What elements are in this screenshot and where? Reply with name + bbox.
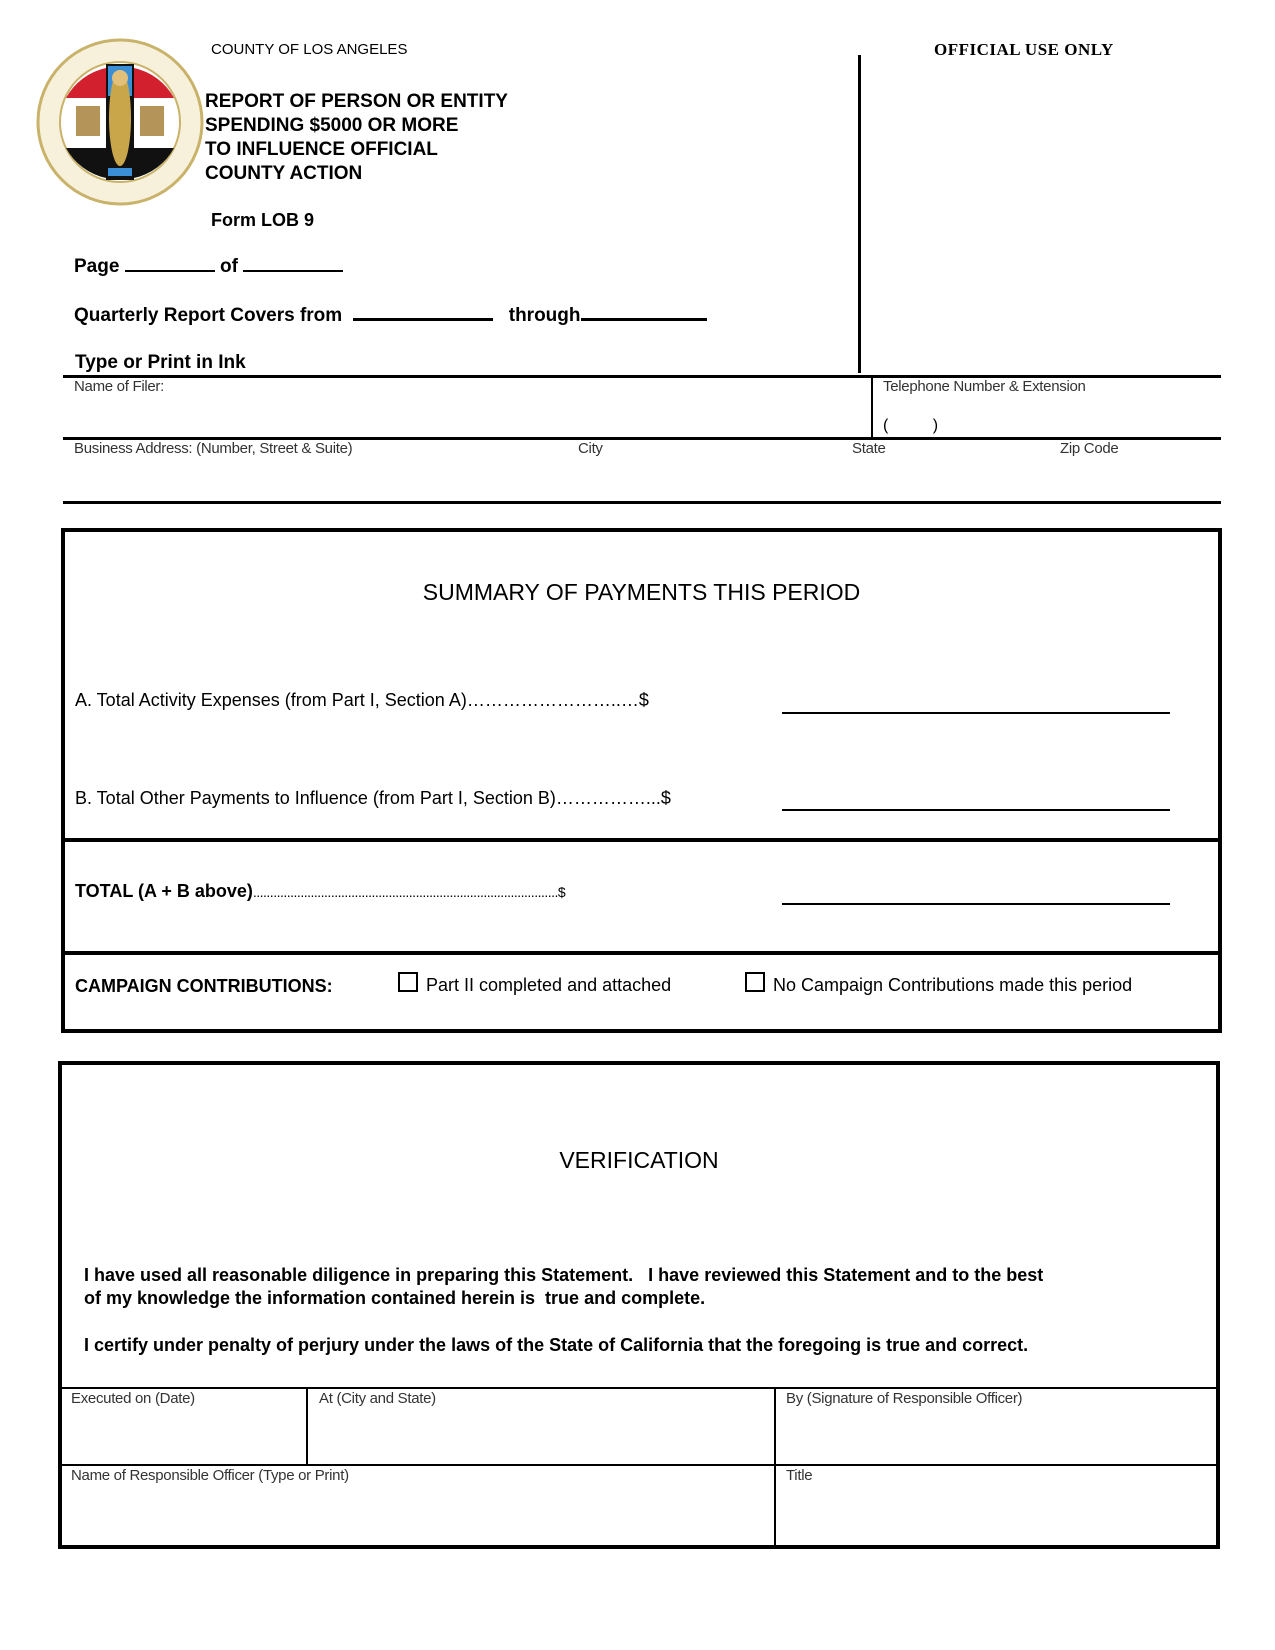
title-line: COUNTY ACTION — [205, 163, 363, 184]
business-address-field[interactable] — [63, 462, 1221, 500]
part-ii-attached-label: Part II completed and attached — [426, 975, 672, 995]
total-row — [75, 881, 565, 902]
part-ii-attached-checkbox[interactable] — [398, 972, 418, 992]
statement-line: of my knowledge the information contained herein is true and complete. — [84, 1288, 706, 1308]
divider — [62, 1387, 1216, 1389]
title-line: TO INFLUENCE OFFICIAL — [205, 139, 438, 160]
verification-statement — [84, 1264, 1043, 1357]
no-contributions-checkbox[interactable] — [745, 972, 765, 992]
total-label: TOTAL (A + B above) — [75, 881, 253, 901]
officer-title-label: Title — [786, 1467, 813, 1484]
summary-title: SUMMARY OF PAYMENTS THIS PERIOD — [422, 579, 861, 605]
total-other-payments-label: B. Total Other Payments to Influence (from Part I, Section B)……………...$ — [75, 788, 671, 808]
through-label: through — [508, 305, 581, 326]
type-or-print-note: Type or Print in Ink — [75, 352, 246, 373]
total-dots: ..........................................................................................$ — [252, 884, 566, 900]
zip-code-label: Zip Code — [1060, 440, 1119, 457]
divider — [871, 378, 873, 438]
title-line: SPENDING $5000 OR MORE — [205, 115, 459, 136]
city-state-field[interactable] — [310, 1410, 772, 1462]
verification-title: VERIFICATION — [559, 1147, 719, 1173]
city-label: City — [578, 440, 603, 457]
county-name: COUNTY OF LOS ANGELES — [211, 41, 408, 58]
page-number-field[interactable] — [125, 270, 215, 272]
telephone-field[interactable]: ( ) — [883, 417, 939, 434]
officer-name-field[interactable] — [64, 1488, 772, 1544]
page-number-row — [74, 256, 343, 278]
executed-date-label: Executed on (Date) — [71, 1390, 195, 1407]
no-contributions-label: No Campaign Contributions made this period — [773, 975, 1133, 995]
official-use-label: OFFICIAL USE ONLY — [934, 40, 1114, 59]
campaign-contributions-label: CAMPAIGN CONTRIBUTIONS: — [75, 976, 333, 996]
form-number: Form LOB 9 — [211, 210, 315, 230]
name-of-filer-field[interactable] — [63, 398, 871, 436]
no-contributions-option[interactable] — [745, 972, 1132, 996]
total-other-payments-field[interactable] — [782, 787, 1170, 811]
divider — [63, 951, 1221, 955]
signature-label: By (Signature of Responsible Officer) — [786, 1390, 1023, 1407]
divider — [62, 1464, 1216, 1466]
name-of-filer-label: Name of Filer: — [74, 378, 164, 395]
divider — [774, 1388, 776, 1546]
title-line: REPORT OF PERSON OR ENTITY — [205, 91, 508, 112]
quarterly-label: Quarterly Report Covers from — [74, 305, 343, 326]
total-activity-expenses-field[interactable] — [782, 690, 1170, 714]
officer-name-label: Name of Responsible Officer (Type or Print) — [71, 1467, 349, 1484]
through-date-field[interactable] — [581, 318, 707, 321]
divider — [63, 838, 1221, 842]
city-state-label: At (City and State) — [319, 1390, 436, 1407]
state-label: State — [852, 440, 886, 457]
certification-line: I certify under penalty of perjury under the laws of the State of California that the foregoing is true and correct. — [84, 1335, 1029, 1355]
county-seal-logo — [36, 38, 204, 206]
officer-title-field[interactable] — [778, 1488, 1214, 1544]
divider — [63, 501, 1221, 504]
form-title — [205, 90, 508, 186]
divider — [306, 1388, 308, 1465]
business-address-label: Business Address: (Number, Street & Suite) — [74, 440, 353, 457]
signature-field[interactable] — [778, 1410, 1214, 1462]
part-ii-attached-option[interactable] — [398, 972, 671, 996]
executed-date-field[interactable] — [64, 1410, 304, 1462]
total-activity-expenses-label: A. Total Activity Expenses (from Part I, Section A)……………………..…$ — [75, 690, 649, 710]
quarterly-row — [74, 305, 707, 327]
of-label: of — [219, 256, 238, 277]
total-field[interactable] — [782, 881, 1170, 905]
statement-line: I have used all reasonable diligence in preparing this Statement. I have reviewed this Statement and to the best — [84, 1265, 1044, 1285]
from-date-field[interactable] — [353, 318, 493, 321]
official-use-divider — [858, 55, 861, 373]
page-label: Page — [74, 256, 120, 277]
telephone-label: Telephone Number & Extension — [883, 378, 1086, 395]
total-pages-field[interactable] — [243, 270, 343, 272]
